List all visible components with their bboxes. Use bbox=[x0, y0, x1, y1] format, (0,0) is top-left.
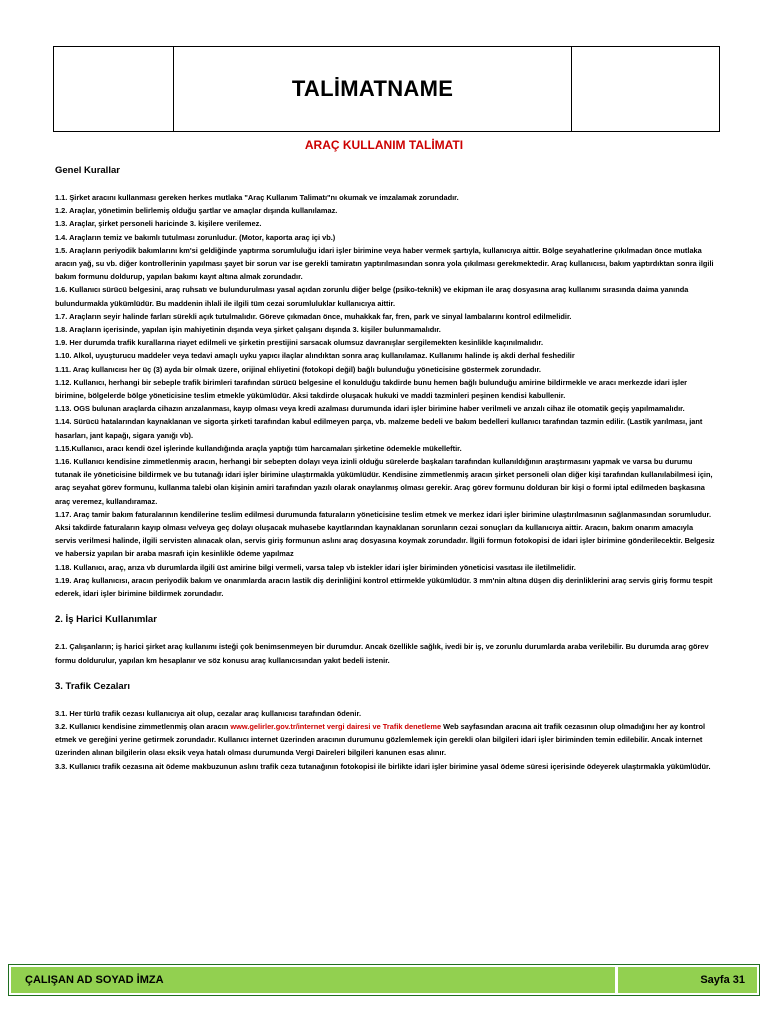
rule-3-2-start: 3.2. Kullanıcı kendisine zimmetlenmiş olan aracın bbox=[55, 721, 231, 731]
rule-1-3: 1.3. Araçlar, şirket personeli haricinde 3. kişilere verilemez. bbox=[55, 219, 262, 229]
section-heading-traffic-fines: 3. Trafik Cezaları bbox=[55, 680, 130, 692]
page-number: Sayfa 31 bbox=[700, 974, 745, 986]
footer-bar bbox=[8, 964, 760, 996]
rule-1-10: 1.10. Alkol, uyuşturucu maddeler veya tedavi amaçlı uyku yapıcı ilaçlar alındıktan sonra araç kullanılamaz. Kullanımı halinde iş akdi derhal feshedilir bbox=[55, 351, 575, 361]
rule-1-2: 1.2. Araçlar, yönetimin belirlemiş olduğu şartlar ve amaçlar dışında kullanılamaz. bbox=[55, 206, 338, 216]
rule-1-19: 1.19. Araç kullanıcısı, aracın periyodik bakım ve onarımlarda aracın lastik diş derinliğini kontrol ettirmekle yükümlüdür. 3 mm'nin altına düşen diş derinliklerini araç servis giriş formu tespit ederek, idari işler birimine bildirmek zorundadır. bbox=[55, 575, 713, 599]
rule-3-2 bbox=[55, 720, 715, 760]
rule-1-17: 1.17. Araç tamir bakım faturalarının kendilerine teslim edilmesi durumunda faturaların yöneticisine teslim etmek ve merkez idari işler birimine ulaştırılmasının sağlanmasından sorumludur. Aksi takdirde faturaların kayıp olması ve/veya geç dolayı oluşacak muhasebe kayıtlarından kaynaklanan sorunların cezai sonuçları da kullanıcıya aittir. Aracın, bakım onarım amacıyla servis verilmesi halinde, ilgili servisten alınacak olan, servis giriş formunun aslını araç dosyasına koymak zorundadır. İlgili formun fotokopisi de idari işler birimine gönderilecektir. Belgesiz ve habersiz yapılan bir araba masrafı için kesinlikle ödeme yapılmaz bbox=[55, 509, 715, 559]
rule-3-2-end: Web sayfasından aracına ait trafik cezasının olup olmadığını her ay kontrol etmek ve gereğini yerine getirmek zorundadır. Kullanıcı internet üzerinden aracının durumunu gözlemlemek için gerekli olan bilgileri idari işler biriminden temin edilebilir. Ancak internet üzerinden alınan bilgilerin olası eksik veya hatalı olması durumunda Vergi Daireleri bilgileri kanunen esas alınır. bbox=[55, 721, 706, 758]
page-number-cell bbox=[618, 967, 757, 993]
header-title-cell bbox=[174, 47, 572, 131]
header-table bbox=[53, 46, 720, 132]
document-title: TALİMATNAME bbox=[291, 76, 454, 101]
signature-cell bbox=[11, 967, 615, 993]
signature-label: ÇALIŞAN AD SOYAD İMZA bbox=[25, 974, 164, 986]
rule-1-16: 1.16. Kullanıcı kendisine zimmetlenmiş aracın, herhangi bir sebepten dolayı veya izinli olduğu sürelerde başkaları tarafından kullanıldığının araştırmasını yapmak ve varsa bu durumu tutanak ile yöneticisine bildirmek ve bu tutanağı idari işler birimine ulaştırmakla yükümlüdür. Kendisine zimmetlenmiş aracın şirket personeli olan diğer kişi tarafından kullanılabilmesi için, araç seyahat görev formunu, kullanma talebi olan kişinin amiri tarafından yazılı olarak onaylanmış olması gerekir. Araç görev formunu dolduran bir kişi o formi iptal edilmeden başkasına araç veremez, kullandıramaz. bbox=[55, 457, 713, 506]
rule-1-8: 1.8. Araçların içerisinde, yapılan işin mahiyetinin dışında veya şirket çalışanı dışında 3. kişiler bulunmamalıdır. bbox=[55, 325, 441, 335]
rule-1-4: 1.4. Araçların temiz ve bakımlı tutulması zorunludur. (Motor, kaporta araç içi vb.) bbox=[55, 232, 336, 242]
rule-1-7: 1.7. Araçların seyir halinde farları sürekli açık tutulmalıdır. Göreve çıkmadan önce, muhakkak far, fren, park ve sinyal lambalarını kontrol edilmelidir. bbox=[55, 311, 572, 321]
rule-3-3: 3.3. Kullanıcı trafik cezasına ait ödeme makbuzunun aslını trafik ceza tutanağının fotokopisi ile birlikte idari işler birimine yasal ödeme süresi içerisinde ödeyerek ulaştırmakla yükümlüdür. bbox=[55, 761, 711, 771]
gelirler-link[interactable]: www.gelirler.gov.tr/internet vergi dairesi ve Trafik denetleme bbox=[230, 721, 442, 731]
rule-1-12: 1.12. Kullanıcı, herhangi bir sebeple trafik birimleri tarafından sürücü belgesine el konulduğu takdirde bunu hemen bağlı bulunduğu amirine bildirmekle ve aracı merkezde idari işler birimine, bölgelerde bölge yöneticisine teslim etmekle yükümlüdür. Aksi takdirde oluşacak hukuki ve maddi tazminleri peşinen kendisi kabullenir. bbox=[55, 377, 688, 401]
section-heading-general: Genel Kurallar bbox=[55, 165, 120, 176]
rule-1-1: 1.1. Şirket aracını kullanması gereken herkes mutlaka "Araç Kullanım Talimatı"nı okumak ve imzalamak zorundadır. bbox=[55, 193, 459, 202]
document-subtitle: ARAÇ KULLANIM TALİMATI bbox=[304, 138, 464, 152]
rule-2-1: 2.1. Çalışanların; iş harici şirket araç kullanımı isteği çok benimsenmeyen bir durumdur. Ancak özellikle sağlık, ivedi bir iş, ve zorunlu durumlarda araba verilebilir. Bu durumda araç görev formu doldurulur, yapılan km hesaplanır ve söz konusu araç kullanıcısından yakıt bedeli istenir. bbox=[55, 642, 709, 665]
section-heading-non-work: 2. İş Harici Kullanımlar bbox=[55, 614, 157, 626]
rule-1-9: 1.9. Her durumda trafik kurallarına riayet edilmeli ve şirketin prestijini sarsacak olumsuz davranışlar sergilemekten kesinlikle kaçınılmalıdır. bbox=[55, 338, 544, 348]
rule-1-6: 1.6. Kullanıcı sürücü belgesini, araç ruhsatı ve bulundurulması yasal açıdan zorunlu diğer belge (psiko-teknik) ve ekipman ile araç dosyasına araç kullanımı sırasında daima yanında bulundurmakla yükümlüdür. Bu maddenin ihlali ile ilgili tüm cezai sorumluluklar kullanıcıya aittir. bbox=[55, 285, 689, 308]
rule-1-18: 1.18. Kullanıcı, araç, arıza vb durumlarda ilgili üst amirine bilgi vermeli, varsa talep vb istekler idari işler biriminden yöneticisi vasıtası ile iletilmelidir. bbox=[55, 562, 576, 572]
rule-1-13: 1.13. OGS bulunan araçlarda cihazın arızalanması, kayıp olması veya kredi azalması durumunda idari işler birimine haber verilmeli ve arızalı cihaz ile otomatik geçiş yapılmamalıdır. bbox=[55, 404, 685, 414]
rule-3-1: 3.1. Her türlü trafik cezası kullanıcıya ait olup, cezalar araç kullanıcısı tarafından ödenir. bbox=[55, 708, 362, 718]
rule-1-14: 1.14. Sürücü hatalarından kaynaklanan ve sigorta şirketi tarafından kabul edilmeyen parça, vb. malzeme bedeli ve bakım bedelleri kullanıcı tarafından tazmin edilir. (Lastik yarılması, jant hasarları, jant kapağı, sigara yanığı vb). bbox=[55, 417, 703, 440]
document-body bbox=[55, 165, 715, 773]
header-info-cell bbox=[572, 47, 719, 131]
rule-1-11: 1.11. Araç kullanıcısı her üç (3) ayda bir olmak üzere, orijinal ehliyetini (fotokopi değil) bağlı bulunduğu yöneticisine göstermek zorundadır. bbox=[55, 364, 541, 374]
rule-1-15: 1.15.Kullanıcı, aracı kendi özel işlerinde kullandığında araçla yaptığı tüm harcamaları şirketine ödemekle mükelleftir. bbox=[55, 443, 462, 453]
header-logo-cell bbox=[54, 47, 174, 131]
rule-1-5: 1.5. Araçların periyodik bakımlarını km'si geldiğinde yaptırma sorumluluğu idari işler birimine veya haber vermek şartıyla, kullanıcıya aittir. Bölge seyahatlerine çıkılmadan önce mutlaka aracın yağ, su vb. diğer kontrollerinin yapılması şayet bir sorun var ise gerekli tamiratın yaptırılmasından sonra yola çıkılması gerekmektedir. Araç kullanıcısı, bakım yaptırdıktan sonra ilgili bakım formunu doldurup, yapılan bakımı kayıt altına almak zorundadır. bbox=[55, 245, 714, 282]
